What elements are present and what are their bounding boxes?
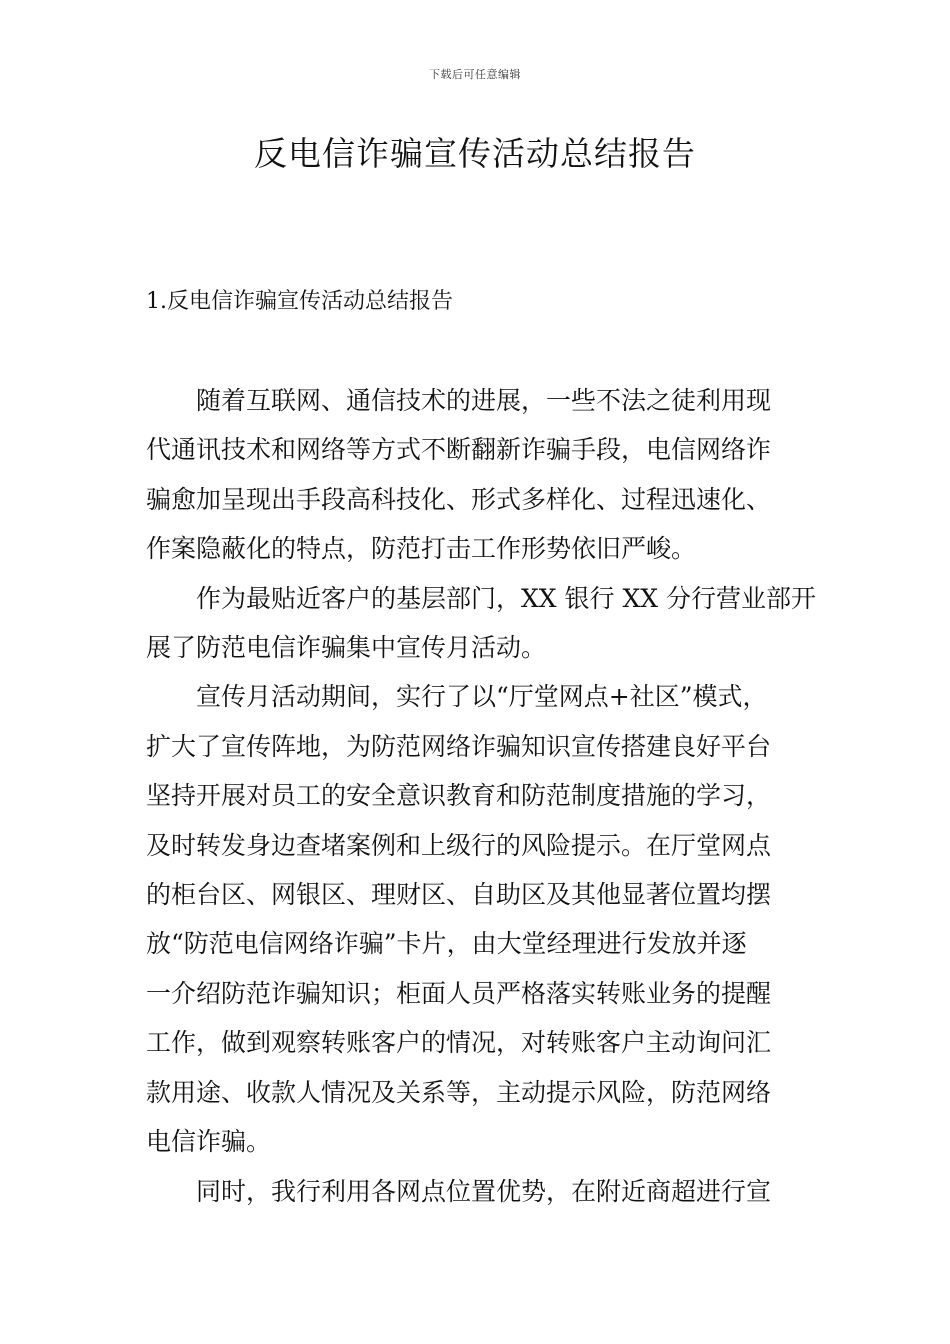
- paragraph-line: 同时，我行利用各网点位置优势，在附近商超进行宣: [196, 1176, 772, 1206]
- body-text: [146, 376, 817, 1216]
- paragraph-line: 宣传月活动期间，实行了以“厅堂网点+社区”模式，: [196, 682, 768, 712]
- paragraph-line: 扩大了宣传阵地，为防范网络诈骗知识宣传搭建良好平台: [146, 731, 772, 761]
- paragraph-3: [146, 672, 810, 1166]
- paragraph-line: 的柜台区、网银区、理财区、自助区及其他显著位置均摆: [146, 880, 772, 910]
- paragraph-line: 电信诈骗。: [146, 1127, 272, 1157]
- paragraph-line: 放“防范电信网络诈骗”卡片，由大堂经理进行发放并逐: [146, 929, 747, 959]
- paragraph-4: [146, 1167, 810, 1216]
- paragraph-line: 随着互联网、通信技术的进展，一些不法之徒利用现: [196, 386, 772, 415]
- paragraph-line: 坚持开展对员工的安全意识教育和防范制度措施的学习，: [146, 781, 772, 811]
- section-heading: 1.反电信诈骗宣传活动总结报告: [146, 289, 453, 314]
- header-note: 下载后可任意编辑: [429, 68, 521, 81]
- paragraph-line: 及时转发身边查堵案例和上级行的风险提示。在厅堂网点: [146, 830, 772, 860]
- paragraph-line: 展了防范电信诈骗集中宣传月活动。: [146, 633, 547, 663]
- paragraph-line: 款用途、收款人情况及关系等，主动提示风险，防范网络: [146, 1077, 772, 1107]
- document-title: 反电信诈骗宣传活动总结报告: [254, 134, 696, 173]
- paragraph-line: 作案隐蔽化的特点，防范打击工作形势依旧严峻。: [146, 534, 697, 564]
- paragraph-line: 代通讯技术和网络等方式不断翻新诈骗手段，电信网络诈: [146, 435, 772, 465]
- paragraph-1: [146, 376, 810, 574]
- paragraph-line: 一介绍防范诈骗知识；柜面人员严格落实转账业务的提醒: [146, 978, 772, 1008]
- paragraph-line: 作为最贴近客户的基层部门，XX 银行 XX 分行营业部开: [196, 583, 817, 613]
- paragraph-line: 骗愈加呈现出手段高科技化、形式多样化、过程迅速化、: [146, 484, 772, 514]
- paragraph-line: 工作，做到观察转账客户的情况，对转账客户主动询问汇: [146, 1028, 772, 1058]
- paragraph-2: [146, 574, 817, 673]
